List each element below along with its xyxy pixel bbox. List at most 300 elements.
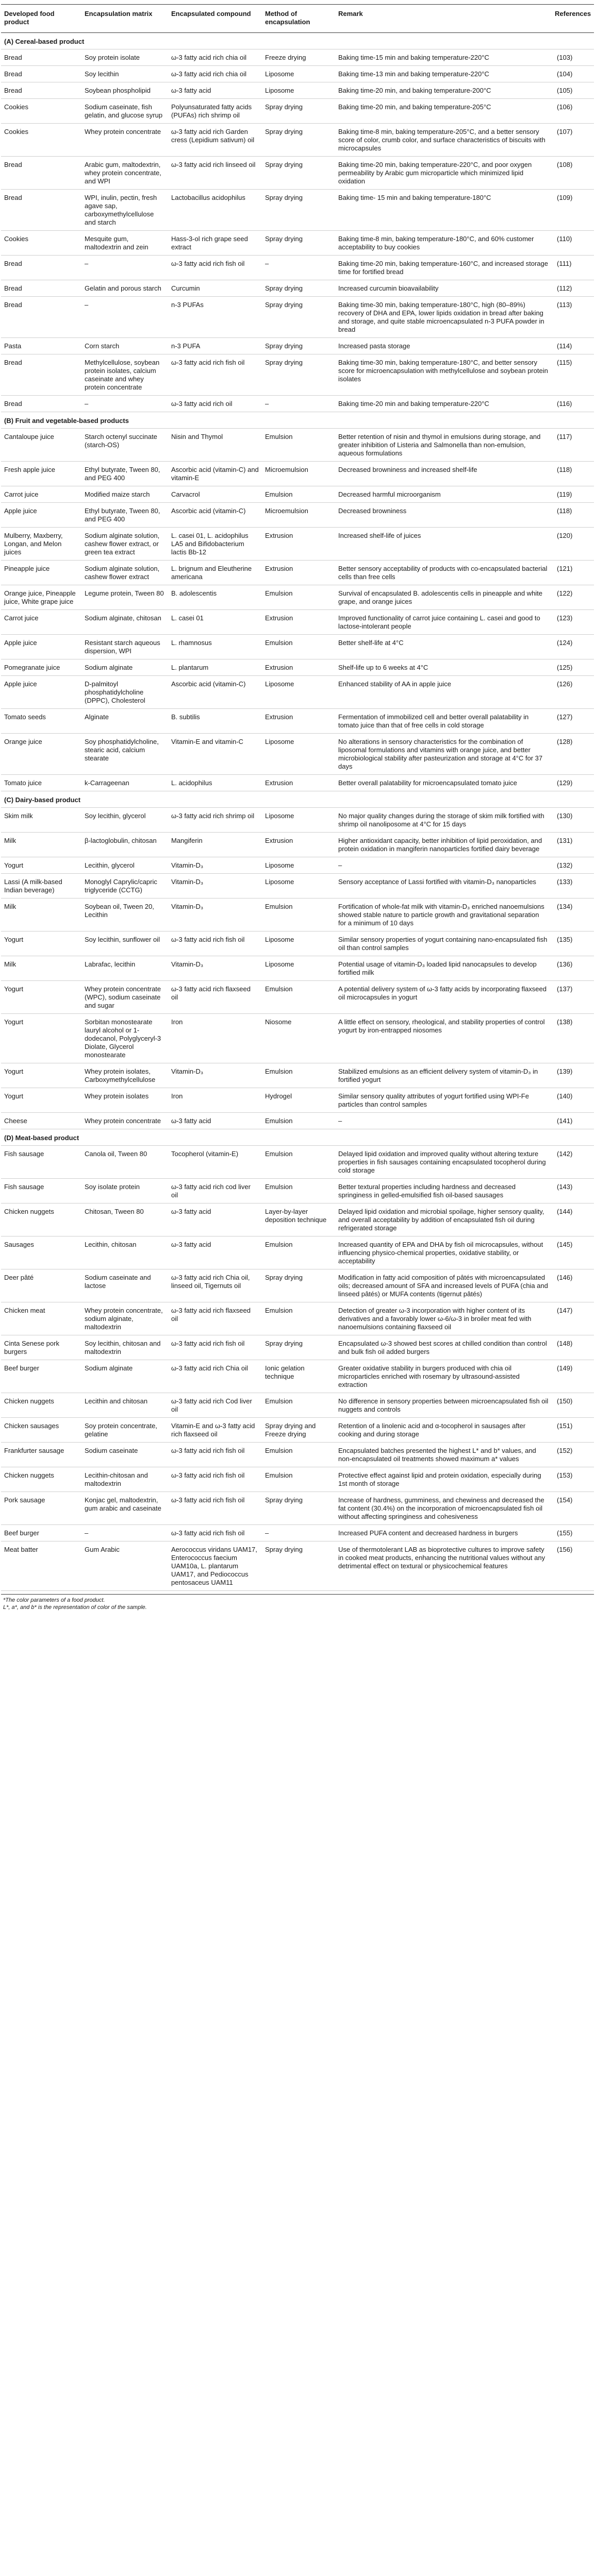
cell-method: Microemulsion [262, 462, 335, 486]
cell-method: Spray drying [262, 1492, 335, 1525]
cell-encapsulated-compound: Vitamin-D₃ [168, 956, 262, 981]
cell-method: Liposome [262, 66, 335, 82]
cell-remark: Stabilized emulsions as an efficient delivery system of vitamin-D₃ in fortified yogurt [335, 1063, 552, 1088]
cell-food-product: Orange juice [1, 734, 81, 775]
cell-encapsulation-matrix: Soy phosphatidylcholine, stearic acid, calcium stearate [81, 734, 168, 775]
cell-encapsulation-matrix: Sodium alginate [81, 659, 168, 676]
cell-food-product: Yogurt [1, 1014, 81, 1063]
cell-food-product: Skim milk [1, 808, 81, 833]
cell-encapsulation-matrix: Sodium alginate solution, cashew flower extract [81, 561, 168, 585]
cell-method: Extrusion [262, 659, 335, 676]
cell-method: Emulsion [262, 1113, 335, 1129]
cell-reference: (146) [552, 1269, 594, 1302]
cell-method: Microemulsion [262, 503, 335, 528]
cell-remark: Increased shelf-life of juices [335, 528, 552, 561]
table-row [1, 190, 594, 231]
cell-remark: Delayed lipid oxidation and improved quality without altering texture properties in fish sausages containing encapsulated tocopherol during cold storage [335, 1146, 552, 1179]
cell-encapsulated-compound: Carvacrol [168, 486, 262, 503]
cell-reference: (118) [552, 503, 594, 528]
cell-remark: Baking time-8 min, baking temperature-205°C, and a better sensory score of color, crumb color, and surface characteristics of biscuits with microcapsules [335, 124, 552, 157]
cell-method: Liposome [262, 676, 335, 709]
cell-food-product: Yogurt [1, 857, 81, 874]
table-row [1, 1113, 594, 1129]
cell-remark: No major quality changes during the storage of skim milk fortified with shrimp oil nanoliposome at 4°C for 15 days [335, 808, 552, 833]
cell-food-product: Beef burger [1, 1360, 81, 1393]
cell-remark: A little effect on sensory, rheological, and stability properties of control yogurt by iron-entrapped niosomes [335, 1014, 552, 1063]
table-row [1, 1541, 594, 1591]
cell-encapsulation-matrix: Resistant starch aqueous dispersion, WPI [81, 635, 168, 659]
cell-encapsulated-compound: ω-3 fatty acid rich fish oil [168, 354, 262, 396]
cell-reference: (147) [552, 1302, 594, 1335]
cell-method: Spray drying [262, 354, 335, 396]
cell-encapsulation-matrix: Sorbitan monostearate lauryl alcohol or 1-dodecanol, Polyglyceryl-3 Diolate, Glycerol monostearate [81, 1014, 168, 1063]
cell-remark: Baking time- 15 min and baking temperature-180°C [335, 190, 552, 231]
cell-reference: (112) [552, 280, 594, 297]
cell-encapsulated-compound: ω-3 fatty acid [168, 1236, 262, 1269]
section-title: (A) Cereal-based product [1, 33, 594, 49]
cell-reference: (138) [552, 1014, 594, 1063]
cell-encapsulated-compound: ω-3 fatty acid [168, 1204, 262, 1236]
table-row [1, 1236, 594, 1269]
cell-encapsulation-matrix: Lecithin, glycerol [81, 857, 168, 874]
cell-encapsulated-compound: Ascorbic acid (vitamin-C) and vitamin-E [168, 462, 262, 486]
cell-encapsulation-matrix: β-lactoglobulin, chitosan [81, 833, 168, 857]
cell-method: Emulsion [262, 1146, 335, 1179]
table-row [1, 1179, 594, 1204]
cell-reference: (134) [552, 899, 594, 931]
cell-encapsulated-compound: L. acidophilus [168, 775, 262, 791]
cell-reference: (113) [552, 297, 594, 338]
cell-encapsulation-matrix: – [81, 1525, 168, 1541]
cell-reference: (135) [552, 931, 594, 956]
cell-encapsulation-matrix: Sodium alginate [81, 1360, 168, 1393]
cell-food-product: Tomato seeds [1, 709, 81, 734]
cell-reference: (127) [552, 709, 594, 734]
cell-method: Emulsion [262, 899, 335, 931]
cell-method: Niosome [262, 1014, 335, 1063]
cell-method: Layer-by-layer deposition technique [262, 1204, 335, 1236]
cell-reference: (122) [552, 585, 594, 610]
cell-food-product: Bread [1, 396, 81, 412]
cell-encapsulation-matrix: Whey protein concentrate, sodium alginate, maltodextrin [81, 1302, 168, 1335]
table-row [1, 1360, 594, 1393]
cell-encapsulated-compound: B. adolescentis [168, 585, 262, 610]
table-row [1, 49, 594, 66]
cell-encapsulation-matrix: Ethyl butyrate, Tween 80, and PEG 400 [81, 503, 168, 528]
section-header-row [1, 1129, 594, 1146]
cell-encapsulated-compound: ω-3 fatty acid rich linseed oil [168, 157, 262, 190]
cell-encapsulation-matrix: Sodium caseinate [81, 1443, 168, 1467]
cell-method: Extrusion [262, 833, 335, 857]
cell-method: Ionic gelation technique [262, 1360, 335, 1393]
cell-food-product: Chicken meat [1, 1302, 81, 1335]
cell-reference: (108) [552, 157, 594, 190]
cell-remark: Increased PUFA content and decreased hardness in burgers [335, 1525, 552, 1541]
cell-food-product: Lassi (A milk-based Indian beverage) [1, 874, 81, 899]
cell-method: Spray drying and Freeze drying [262, 1418, 335, 1443]
cell-method: Hydrogel [262, 1088, 335, 1113]
cell-remark: Baking time-8 min, baking temperature-180°C, and 60% customer acceptability to buy cookies [335, 231, 552, 256]
cell-method: Spray drying [262, 157, 335, 190]
table-row [1, 297, 594, 338]
table-row [1, 808, 594, 833]
cell-remark: Better overall palatability for microencapsulated tomato juice [335, 775, 552, 791]
cell-reference: (154) [552, 1492, 594, 1525]
cell-method: Emulsion [262, 1443, 335, 1467]
cell-reference: (120) [552, 528, 594, 561]
cell-encapsulation-matrix: – [81, 396, 168, 412]
cell-reference: (140) [552, 1088, 594, 1113]
cell-reference: (152) [552, 1443, 594, 1467]
cell-method: Extrusion [262, 775, 335, 791]
cell-encapsulation-matrix: Labrafac, lecithin [81, 956, 168, 981]
cell-method: Spray drying [262, 124, 335, 157]
cell-encapsulated-compound: ω-3 fatty acid [168, 1113, 262, 1129]
cell-method: Emulsion [262, 1302, 335, 1335]
cell-encapsulation-matrix: Soy lecithin [81, 66, 168, 82]
table-row [1, 1418, 594, 1443]
cell-encapsulated-compound: Vitamin-D₃ [168, 857, 262, 874]
cell-food-product: Frankfurter sausage [1, 1443, 81, 1467]
table-row [1, 429, 594, 462]
section-title: (C) Dairy-based product [1, 791, 594, 808]
table-row [1, 585, 594, 610]
table-row [1, 82, 594, 99]
cell-remark: Baking time-20 min, and baking temperature-200°C [335, 82, 552, 99]
cell-reference: (156) [552, 1541, 594, 1591]
cell-encapsulation-matrix: Lecithin, chitosan [81, 1236, 168, 1269]
cell-remark: Improved functionality of carrot juice containing L. casei and good to lactose-intolerant people [335, 610, 552, 635]
cell-method: Emulsion [262, 1236, 335, 1269]
cell-remark: Better shelf-life at 4°C [335, 635, 552, 659]
table-header [1, 5, 594, 33]
cell-encapsulated-compound: B. subtilis [168, 709, 262, 734]
cell-encapsulation-matrix: Sodium alginate, chitosan [81, 610, 168, 635]
cell-encapsulated-compound: L. brignum and Eleutherine americana [168, 561, 262, 585]
table-row [1, 231, 594, 256]
cell-encapsulated-compound: Vitamin-E and vitamin-C [168, 734, 262, 775]
table-row [1, 157, 594, 190]
cell-encapsulation-matrix: – [81, 256, 168, 280]
cell-encapsulation-matrix: Corn starch [81, 338, 168, 354]
cell-encapsulation-matrix: Whey protein isolates [81, 1088, 168, 1113]
header-encapsulated-compound: Encapsulated compound [168, 5, 262, 33]
cell-method: Emulsion [262, 1393, 335, 1418]
cell-method: – [262, 256, 335, 280]
cell-encapsulation-matrix: D-palmitoyl phosphatidylcholine (DPPC), Cholesterol [81, 676, 168, 709]
cell-food-product: Mulberry, Maxberry, Longan, and Melon juices [1, 528, 81, 561]
cell-encapsulation-matrix: Methylcellulose, soybean protein isolates, calcium caseinate and whey protein concentrate [81, 354, 168, 396]
cell-remark: Baking time-20 min, baking temperature-220°C, and poor oxygen permeability by Arabic gum microparticle which minimized lipid oxidation [335, 157, 552, 190]
cell-encapsulated-compound: Vitamin-D₃ [168, 874, 262, 899]
table-row [1, 1204, 594, 1236]
table-row [1, 396, 594, 412]
cell-food-product: Pork sausage [1, 1492, 81, 1525]
table-row [1, 1302, 594, 1335]
cell-method: Extrusion [262, 528, 335, 561]
cell-method: Emulsion [262, 1063, 335, 1088]
cell-encapsulated-compound: Aerococcus viridans UAM17, Enterococcus faecium UAM10a, L. plantarum UAM17, and Pediococcus pentosaceus UAM11 [168, 1541, 262, 1591]
cell-reference: (130) [552, 808, 594, 833]
cell-encapsulation-matrix: Whey protein concentrate [81, 1113, 168, 1129]
cell-remark: Baking time-20 min, and baking temperature-205°C [335, 99, 552, 124]
cell-food-product: Meat batter [1, 1541, 81, 1591]
cell-encapsulation-matrix: Soy protein isolate [81, 49, 168, 66]
cell-encapsulated-compound: ω-3 fatty acid [168, 82, 262, 99]
cell-food-product: Yogurt [1, 1063, 81, 1088]
cell-remark: Decreased browniness [335, 503, 552, 528]
table-row [1, 1393, 594, 1418]
cell-food-product: Cantaloupe juice [1, 429, 81, 462]
cell-method: Spray drying [262, 338, 335, 354]
cell-encapsulated-compound: ω-3 fatty acid rich Chia oil, linseed oil, Tigernuts oil [168, 1269, 262, 1302]
table-row [1, 280, 594, 297]
cell-reference: (116) [552, 396, 594, 412]
cell-encapsulation-matrix: Monoglyl Caprylic/capric triglyceride (CCTG) [81, 874, 168, 899]
cell-remark: – [335, 1113, 552, 1129]
cell-remark: No alterations in sensory characteristics for the combination of liposomal formulations and vitamins with orange juice, and better microbiological stability after pasteurization and storage at 4°C for 37 days [335, 734, 552, 775]
cell-remark: Baking time-20 min and baking temperature-220°C [335, 396, 552, 412]
cell-food-product: Chicken nuggets [1, 1204, 81, 1236]
cell-method: – [262, 1525, 335, 1541]
cell-encapsulation-matrix: WPI, inulin, pectin, fresh agave sap, carboxymethylcellulose and starch [81, 190, 168, 231]
cell-encapsulation-matrix: Soy isolate protein [81, 1179, 168, 1204]
cell-reference: (106) [552, 99, 594, 124]
cell-food-product: Bread [1, 256, 81, 280]
cell-reference: (115) [552, 354, 594, 396]
cell-encapsulated-compound: Vitamin-E and ω-3 fatty acid rich flaxseed oil [168, 1418, 262, 1443]
table-row [1, 486, 594, 503]
table-row [1, 1269, 594, 1302]
cell-food-product: Cookies [1, 231, 81, 256]
cell-food-product: Bread [1, 190, 81, 231]
cell-encapsulated-compound: Ascorbic acid (vitamin-C) [168, 676, 262, 709]
table-body [1, 33, 594, 1591]
table-row [1, 1088, 594, 1113]
cell-method: Emulsion [262, 429, 335, 462]
cell-method: Spray drying [262, 231, 335, 256]
cell-encapsulated-compound: ω-3 fatty acid rich fish oil [168, 1443, 262, 1467]
cell-remark: No difference in sensory properties between microencapsulated fish oil nuggets and controls [335, 1393, 552, 1418]
cell-method: Liposome [262, 857, 335, 874]
cell-encapsulation-matrix: Sodium caseinate and lactose [81, 1269, 168, 1302]
cell-food-product: Sausages [1, 1236, 81, 1269]
table-row [1, 1525, 594, 1541]
table-row [1, 775, 594, 791]
cell-remark: Better textural properties including hardness and decreased springiness in gelled-emulsified fish oil-based sausages [335, 1179, 552, 1204]
cell-reference: (150) [552, 1393, 594, 1418]
cell-food-product: Apple juice [1, 635, 81, 659]
cell-encapsulated-compound: Hass-3-ol rich grape seed extract [168, 231, 262, 256]
cell-reference: (129) [552, 775, 594, 791]
cell-food-product: Cinta Senese pork burgers [1, 1335, 81, 1360]
table-row [1, 1492, 594, 1525]
cell-reference: (133) [552, 874, 594, 899]
cell-food-product: Chicken sausages [1, 1418, 81, 1443]
cell-method: Spray drying [262, 280, 335, 297]
cell-encapsulated-compound: Tocopherol (vitamin-E) [168, 1146, 262, 1179]
cell-encapsulated-compound: n-3 PUFAs [168, 297, 262, 338]
cell-remark: Baking time-20 min, baking temperature-160°C, and increased storage time for fortified bread [335, 256, 552, 280]
cell-reference: (125) [552, 659, 594, 676]
cell-encapsulated-compound: ω-3 fatty acid rich chia oil [168, 49, 262, 66]
cell-food-product: Cookies [1, 99, 81, 124]
cell-method: Emulsion [262, 1467, 335, 1492]
cell-reference: (118) [552, 462, 594, 486]
table-row [1, 462, 594, 486]
cell-method: Emulsion [262, 981, 335, 1014]
table-row [1, 981, 594, 1014]
cell-food-product: Milk [1, 956, 81, 981]
cell-encapsulated-compound: ω-3 fatty acid rich fish oil [168, 256, 262, 280]
cell-encapsulated-compound: ω-3 fatty acid rich shrimp oil [168, 808, 262, 833]
cell-remark: Sensory acceptance of Lassi fortified with vitamin-D₃ nanoparticles [335, 874, 552, 899]
table-row [1, 1146, 594, 1179]
encapsulation-table [1, 4, 594, 1591]
cell-encapsulation-matrix: Canola oil, Tween 80 [81, 1146, 168, 1179]
cell-remark: Encapsulated batches presented the highest L* and b* values, and non-encapsulated oil treatments showed maximum a* values [335, 1443, 552, 1467]
table-row [1, 338, 594, 354]
cell-encapsulated-compound: ω-3 fatty acid rich fish oil [168, 1467, 262, 1492]
cell-encapsulated-compound: Polyunsaturated fatty acids (PUFAs) rich shrimp oil [168, 99, 262, 124]
cell-remark: Increased quantity of EPA and DHA by fish oil microcapsules, without influencing physico-chemical properties, oxidative stability, or acceptability [335, 1236, 552, 1269]
cell-encapsulated-compound: ω-3 fatty acid rich fish oil [168, 1335, 262, 1360]
cell-method: Spray drying [262, 1541, 335, 1591]
table-row [1, 503, 594, 528]
cell-reference: (105) [552, 82, 594, 99]
cell-encapsulated-compound: Iron [168, 1014, 262, 1063]
table-row [1, 635, 594, 659]
cell-remark: Decreased harmful microorganism [335, 486, 552, 503]
cell-food-product: Yogurt [1, 1088, 81, 1113]
cell-method: Spray drying [262, 99, 335, 124]
header-encapsulation-matrix: Encapsulation matrix [81, 5, 168, 33]
cell-encapsulation-matrix: Lecithin and chitosan [81, 1393, 168, 1418]
cell-remark: Protective effect against lipid and protein oxidation, especially during 1st month of storage [335, 1467, 552, 1492]
table-row [1, 66, 594, 82]
table-row [1, 734, 594, 775]
cell-reference: (139) [552, 1063, 594, 1088]
cell-remark: Decreased browniness and increased shelf-life [335, 462, 552, 486]
cell-method: Liposome [262, 956, 335, 981]
cell-encapsulation-matrix: Alginate [81, 709, 168, 734]
cell-reference: (145) [552, 1236, 594, 1269]
cell-encapsulation-matrix: Whey protein concentrate (WPC), sodium caseinate and sugar [81, 981, 168, 1014]
table-row [1, 676, 594, 709]
cell-encapsulated-compound: ω-3 fatty acid rich fish oil [168, 931, 262, 956]
cell-encapsulated-compound: L. casei 01 [168, 610, 262, 635]
cell-encapsulation-matrix: Konjac gel, maltodextrin, gum arabic and caseinate [81, 1492, 168, 1525]
cell-food-product: Bread [1, 82, 81, 99]
cell-food-product: Yogurt [1, 931, 81, 956]
cell-encapsulated-compound: n-3 PUFA [168, 338, 262, 354]
cell-method: Extrusion [262, 610, 335, 635]
cell-remark: A potential delivery system of ω-3 fatty acids by incorporating flaxseed oil microcapsules in yogurt [335, 981, 552, 1014]
cell-food-product: Apple juice [1, 503, 81, 528]
table-row [1, 874, 594, 899]
cell-method: Extrusion [262, 709, 335, 734]
cell-reference: (117) [552, 429, 594, 462]
cell-encapsulated-compound: L. casei 01, L. acidophilus LA5 and Bifidobacterium lactis Bb-12 [168, 528, 262, 561]
cell-remark: Delayed lipid oxidation and microbial spoilage, higher sensory quality, and overall acceptability by addition of encapsulated fish oil during refrigerated storage [335, 1204, 552, 1236]
cell-remark: Baking time-15 min and baking temperature-220°C [335, 49, 552, 66]
table-row [1, 1443, 594, 1467]
cell-encapsulation-matrix: Arabic gum, maltodextrin, whey protein concentrate, and WPI [81, 157, 168, 190]
table-row [1, 1467, 594, 1492]
cell-encapsulation-matrix: Sodium alginate solution, cashew flower extract, or green tea extract [81, 528, 168, 561]
cell-remark: Retention of a linolenic acid and α-tocopherol in sausages after cooking and during storage [335, 1418, 552, 1443]
cell-reference: (144) [552, 1204, 594, 1236]
table-footnotes [1, 1594, 594, 1611]
cell-method: – [262, 396, 335, 412]
cell-method: Spray drying [262, 297, 335, 338]
table-row [1, 99, 594, 124]
cell-food-product: Bread [1, 297, 81, 338]
cell-method: Spray drying [262, 190, 335, 231]
table-row [1, 256, 594, 280]
cell-reference: (148) [552, 1335, 594, 1360]
cell-remark: Fortification of whole-fat milk with vitamin-D₃ enriched nanoemulsions showed stable nature to particle growth and gravitational separation for a minimum of 10 days [335, 899, 552, 931]
cell-food-product: Apple juice [1, 676, 81, 709]
cell-food-product: Milk [1, 899, 81, 931]
cell-food-product: Cookies [1, 124, 81, 157]
cell-food-product: Pasta [1, 338, 81, 354]
cell-remark: Encapsulated ω-3 showed best scores at chilled condition than control and bulk fish oil added burgers [335, 1335, 552, 1360]
cell-remark: Similar sensory quality attributes of yogurt fortified using WPI-Fe particles than control samples [335, 1088, 552, 1113]
cell-encapsulated-compound: ω-3 fatty acid rich fish oil [168, 1492, 262, 1525]
cell-reference: (126) [552, 676, 594, 709]
header-references: References [552, 5, 594, 33]
cell-remark: Potential usage of vitamin-D₃ loaded lipid nanocapsules to develop fortified milk [335, 956, 552, 981]
cell-remark: Better retention of nisin and thymol in emulsions during storage, and greater inhibition of Listeria and Salmonella than non-emulsion, aqueous formulations [335, 429, 552, 462]
table-row [1, 1014, 594, 1063]
cell-encapsulated-compound: ω-3 fatty acid rich Garden cress (Lepidium sativum) oil [168, 124, 262, 157]
cell-remark: Modification in fatty acid composition of pâtés with microencapsulated oils; decreased amount of SFA and increased levels of PUFA (chia and linseed pâtés) or MUFA contents (tigernut pâtés) [335, 1269, 552, 1302]
cell-encapsulation-matrix: Whey protein isolates, Carboxymethylcellulose [81, 1063, 168, 1088]
table-row [1, 561, 594, 585]
cell-remark: Increase of hardness, gumminess, and chewiness and decreased the fat content (30.4%) on the incorporation of microencapsulated fish oil without affecting springiness and cohesiveness [335, 1492, 552, 1525]
footnote: L*, a*, and b* is the representation of color of the sample. [3, 1604, 147, 1611]
table-row [1, 857, 594, 874]
cell-reference: (136) [552, 956, 594, 981]
cell-method: Liposome [262, 808, 335, 833]
cell-encapsulated-compound: ω-3 fatty acid rich oil [168, 396, 262, 412]
cell-food-product: Fish sausage [1, 1146, 81, 1179]
cell-method: Emulsion [262, 585, 335, 610]
cell-encapsulation-matrix: Soybean phospholipid [81, 82, 168, 99]
cell-remark: Survival of encapsulated B. adolescentis cells in pineapple and white grape, and orange juices [335, 585, 552, 610]
table-row [1, 610, 594, 635]
cell-remark: Greater oxidative stability in burgers produced with chia oil microparticles enriched with rosemary by ultrasound-assisted extraction [335, 1360, 552, 1393]
cell-food-product: Chicken nuggets [1, 1393, 81, 1418]
cell-reference: (141) [552, 1113, 594, 1129]
cell-encapsulated-compound: Iron [168, 1088, 262, 1113]
table-row [1, 354, 594, 396]
cell-remark: Use of thermotolerant LAB as bioprotective cultures to improve safety in cooked meat products, enhancing the nutritional values without any detrimental effect on textural or physicochemical features [335, 1541, 552, 1591]
cell-method: Spray drying [262, 1335, 335, 1360]
cell-encapsulated-compound: ω-3 fatty acid rich flaxseed oil [168, 981, 262, 1014]
table-row [1, 956, 594, 981]
cell-method: Liposome [262, 931, 335, 956]
cell-remark: Increased pasta storage [335, 338, 552, 354]
cell-food-product: Pineapple juice [1, 561, 81, 585]
section-title: (B) Fruit and vegetable-based products [1, 412, 594, 429]
cell-remark: Higher antioxidant capacity, better inhibition of lipid peroxidation, and protein oxidation in mangiferin nanoparticles fortified dairy beverage [335, 833, 552, 857]
cell-method: Liposome [262, 874, 335, 899]
cell-reference: (109) [552, 190, 594, 231]
cell-encapsulated-compound: ω-3 fatty acid rich cod liver oil [168, 1179, 262, 1204]
cell-remark: Shelf-life up to 6 weeks at 4°C [335, 659, 552, 676]
